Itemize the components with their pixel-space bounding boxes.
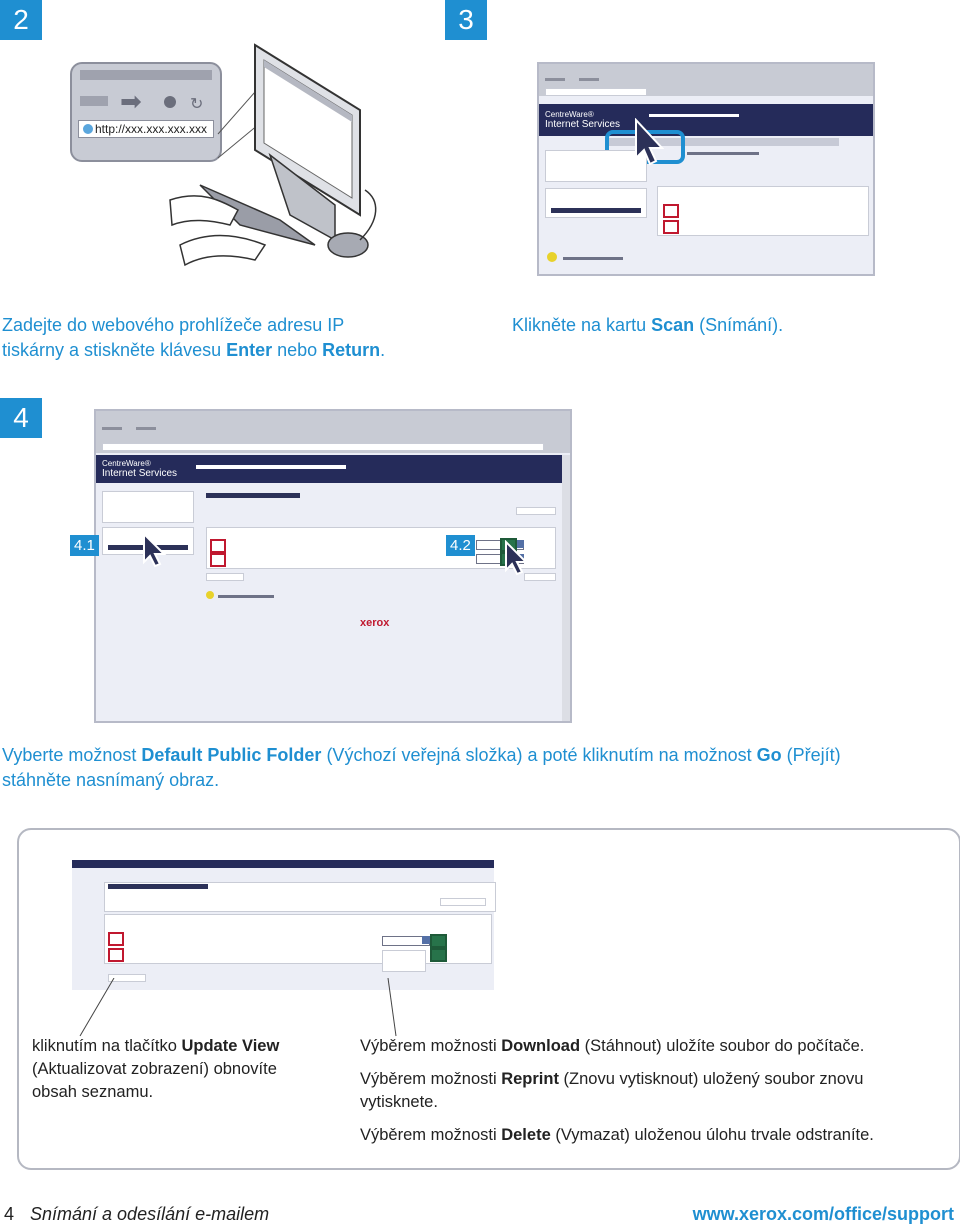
step-4-badge: 4: [0, 398, 42, 438]
computer-illustration: [160, 40, 400, 280]
caption-4-line2: stáhněte nasnímaný obraz.: [2, 770, 220, 790]
note-r1-a: Výběrem možnosti: [360, 1037, 502, 1055]
caption-2-dot: .: [380, 340, 386, 360]
detail-screenshot: [72, 860, 494, 990]
note-left-text: kliknutím na tlačítko: [32, 1037, 182, 1055]
mouse-cursor-icon-4-2: [504, 540, 534, 580]
caption-2-return: Return: [322, 340, 381, 360]
callout-lines: [70, 978, 410, 1038]
caption-3-text2: (Snímání).: [694, 315, 784, 335]
header-bar: [539, 104, 873, 136]
step-4-caption: [2, 743, 841, 793]
caption-3-scan: Scan: [651, 315, 695, 335]
note-left-line3: obsah seznamu.: [32, 1083, 154, 1101]
header-bar-4: [96, 455, 562, 483]
mouse-cursor-icon-4-1: [142, 532, 172, 572]
url-text: http://xxx.xxx.xxx.xxx: [95, 122, 208, 136]
caption-3-text: Klikněte na kartu: [512, 315, 652, 335]
substep-4-2: 4.2: [446, 535, 475, 556]
note-r1-b: (Stáhnout) uložíte soubor do počítače.: [580, 1037, 865, 1055]
section-title: Snímání a odesílání e-mailem: [30, 1204, 270, 1224]
support-url[interactable]: www.xerox.com/office/support: [692, 1204, 954, 1224]
note-actions: [360, 1035, 950, 1147]
note-r2-a: Výběrem možnosti: [360, 1070, 502, 1088]
caption-4-text2: (Výchozí veřejná složka) a poté kliknutím na možnost: [321, 745, 757, 765]
substep-4-1: 4.1: [70, 535, 99, 556]
caption-4-folder: Default Public Folder: [141, 745, 322, 765]
note-delete: Delete: [501, 1126, 551, 1144]
caption-2-enter: Enter: [226, 340, 273, 360]
brand-title-4: Internet Services: [102, 468, 178, 479]
step-3-caption: [512, 313, 783, 338]
caption-4-text: Vyberte možnost: [2, 745, 142, 765]
note-update-view: [32, 1035, 279, 1104]
brand-super: CentreWare®: [545, 110, 594, 119]
caption-2-text: tiskárny a stiskněte klávesu: [2, 340, 227, 360]
scrollbar[interactable]: [562, 455, 570, 721]
step-3-screenshot: [537, 62, 875, 276]
note-reprint: Reprint: [501, 1070, 559, 1088]
refresh-icon: ↻: [190, 96, 204, 113]
note-download: Download: [501, 1037, 581, 1055]
note-r3-a: Výběrem možnosti: [360, 1126, 502, 1144]
brand-super-4: CentreWare®: [102, 459, 151, 468]
xerox-logo: xerox: [360, 617, 390, 629]
step-2-caption: [2, 313, 385, 363]
mouse-cursor-icon: [634, 118, 664, 178]
note-r2-c: vytisknete.: [360, 1093, 438, 1111]
caption-2-line1: Zadejte do webového prohlížeče adresu IP: [2, 315, 345, 335]
caption-2-text2: nebo: [272, 340, 323, 360]
forward-arrow-icon: ➡: [120, 86, 142, 116]
caption-4-text3: (Přejít): [781, 745, 841, 765]
note-r3-b: (Vymazat) uloženou úlohu trvale odstraníte.: [550, 1126, 874, 1144]
page-number: 4: [4, 1204, 15, 1224]
note-update-bold: Update View: [181, 1037, 280, 1055]
note-r2-b: (Znovu vytisknout) uložený soubor znovu: [558, 1070, 864, 1088]
caption-4-go: Go: [756, 745, 782, 765]
step-2-badge: 2: [0, 0, 42, 40]
globe-icon: [83, 124, 93, 134]
step-3-badge: 3: [445, 0, 487, 40]
note-left-line2: (Aktualizovat zobrazení) obnovíte: [32, 1060, 277, 1078]
brand-title: Internet Services: [545, 119, 621, 130]
